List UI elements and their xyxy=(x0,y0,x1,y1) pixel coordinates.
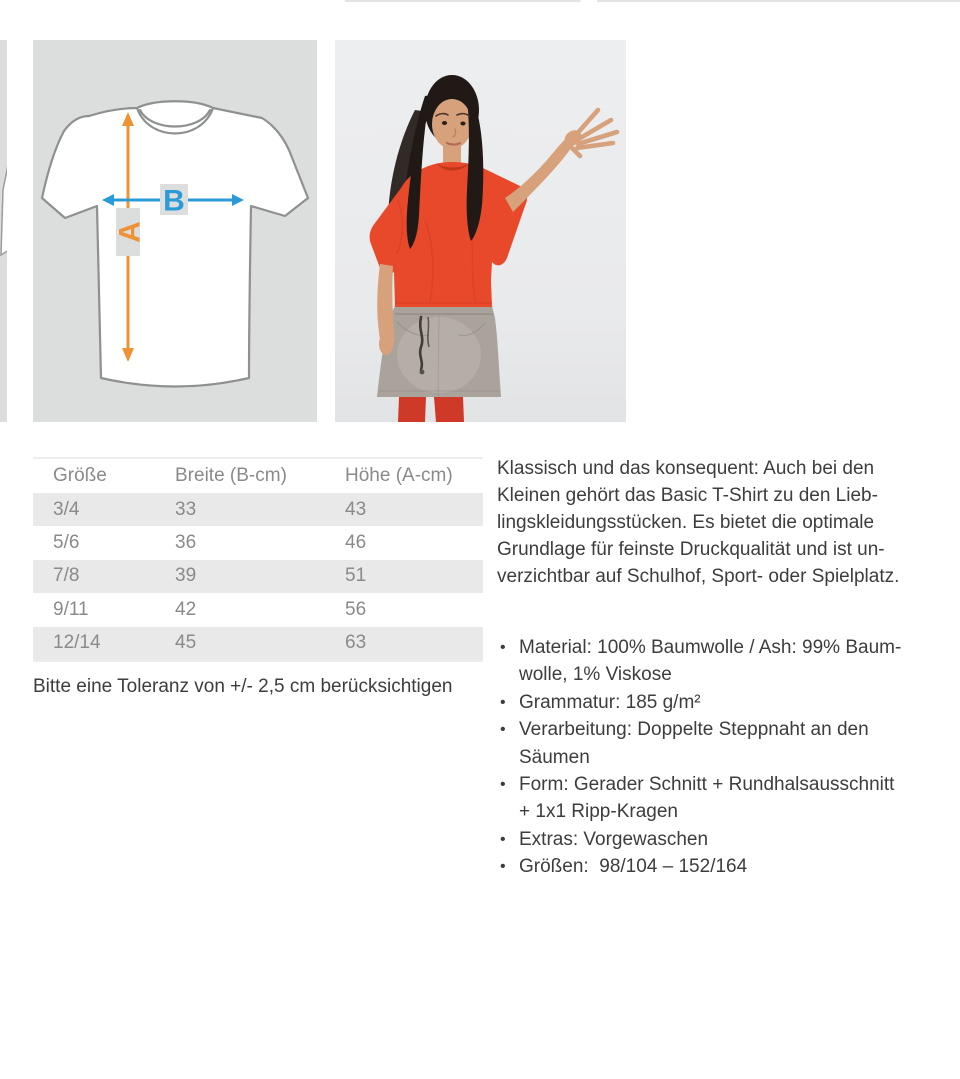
table-cell: 43 xyxy=(345,498,367,520)
fingers xyxy=(569,110,617,156)
spec-item xyxy=(497,826,957,853)
bullet-icon: • xyxy=(500,721,506,739)
bullet-icon: • xyxy=(500,776,506,794)
description-paragraph xyxy=(497,455,957,590)
column-header-breite: Breite (B-cm) xyxy=(175,465,287,486)
spec-line: Grammatur: 185 g/m² xyxy=(519,691,701,713)
table-cell: 46 xyxy=(345,532,367,554)
model-photo-image[interactable] xyxy=(335,40,626,422)
table-cell: 45 xyxy=(175,632,197,654)
table-cell: 7/8 xyxy=(53,565,80,587)
column-header-groesse: Größe xyxy=(53,465,107,486)
bullet-icon: • xyxy=(500,830,506,848)
spec-line: Säumen xyxy=(519,746,590,768)
label-a: A xyxy=(113,221,147,243)
spec-item xyxy=(497,853,957,880)
spec-item xyxy=(497,716,957,771)
column-header-hoehe: Höhe (A-cm) xyxy=(345,465,453,486)
table-cell: 5/6 xyxy=(53,532,80,554)
label-b: B xyxy=(163,184,185,218)
paragraph-line: lingskleidungsstücken. Es bietet die optimale xyxy=(497,512,875,533)
paragraph-line: verzichtbar auf Schulhof, Sport- oder Spielplatz. xyxy=(497,566,900,587)
size-table-body xyxy=(33,493,483,661)
hanging-hand xyxy=(379,333,393,355)
paragraph-line: Kleinen gehört das Basic T-Shirt zu den Lieb- xyxy=(497,485,878,506)
bullet-icon: • xyxy=(500,858,506,876)
extended-forearm xyxy=(505,133,577,212)
spec-list xyxy=(497,634,957,881)
table-cell: 12/14 xyxy=(53,632,101,654)
table-cell: 63 xyxy=(345,632,367,654)
table-row xyxy=(33,493,483,526)
spec-line: Extras: Vorgewaschen xyxy=(519,828,709,850)
paragraph-line: Klassisch und das konsequent: Auch bei den xyxy=(497,458,875,479)
spec-line: + 1x1 Ripp-Kragen xyxy=(519,801,678,823)
table-row xyxy=(33,560,483,593)
face xyxy=(432,99,472,149)
spec-line: Material: 100% Baumwolle / Ash: 99% Baum- xyxy=(519,637,902,658)
top-border-fragment-left xyxy=(345,0,581,2)
table-cell: 56 xyxy=(345,598,367,620)
size-diagram-image[interactable] xyxy=(33,40,317,422)
table-row xyxy=(33,526,483,559)
spec-item xyxy=(497,771,957,826)
table-cell: 51 xyxy=(345,565,367,587)
table-cell: 33 xyxy=(175,498,197,520)
spec-line: wolle, 1% Viskose xyxy=(519,664,672,686)
leggings xyxy=(398,397,464,422)
table-row xyxy=(33,627,483,661)
table-cell: 9/11 xyxy=(53,598,89,620)
bullet-icon: • xyxy=(500,639,506,656)
spec-line: Größen: 98/104 – 152/164 xyxy=(519,856,748,878)
table-cell: 3/4 xyxy=(53,498,80,520)
table-cell: 36 xyxy=(175,532,197,554)
tolerance-note: Bitte eine Toleranz von +/- 2,5 cm berücksichtigen xyxy=(33,676,453,697)
spec-item xyxy=(497,689,957,716)
table-cell: 42 xyxy=(175,598,197,620)
table-row xyxy=(33,593,483,626)
spec-item xyxy=(497,634,957,689)
spec-line: Form: Gerader Schnitt + Rundhalsausschnitt xyxy=(519,774,895,796)
bullet-icon: • xyxy=(500,693,506,711)
paragraph-line: Grundlage für feinste Druckqualität und ist un- xyxy=(497,539,885,560)
top-border-fragment-right xyxy=(597,0,960,2)
table-cell: 39 xyxy=(175,565,197,587)
spec-line: Verarbeitung: Doppelte Steppnaht an den xyxy=(519,719,869,741)
tshirt-outline-drawing xyxy=(42,101,308,386)
size-table xyxy=(33,457,483,662)
table-header-row xyxy=(33,458,483,493)
gallery-prev-slide-fragment xyxy=(0,40,7,422)
